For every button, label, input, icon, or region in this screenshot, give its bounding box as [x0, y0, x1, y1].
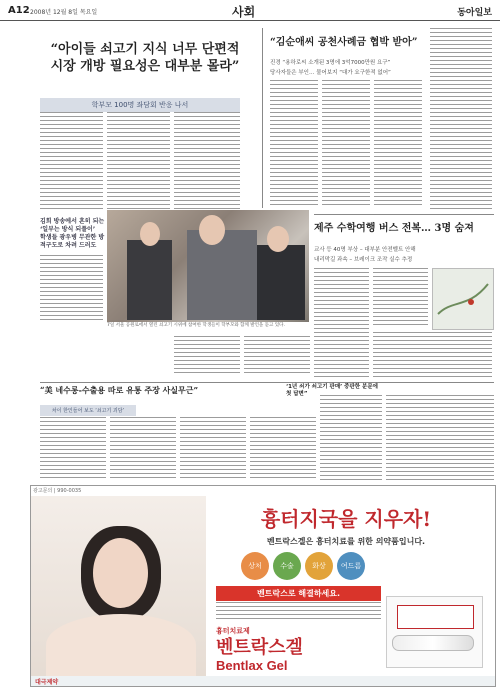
article3-headline: 제주 수학여행 버스 전복… 3명 숨져	[314, 223, 474, 234]
ad-brand-small: 흉터치료제	[216, 627, 250, 635]
date-line: 2008년 12월 8일 목요일	[30, 9, 98, 16]
ad-badges	[241, 552, 365, 580]
article1-body-col5	[174, 336, 240, 376]
article3-body-col3	[373, 332, 492, 377]
article2-body-col2	[322, 80, 370, 205]
ad-badge: 상처	[241, 552, 269, 580]
ad-product-box	[386, 596, 483, 668]
ad-maker: 대극제약	[35, 679, 59, 686]
article1-body-col3	[174, 112, 240, 212]
article1-subhead: 학부모 100명 좌담회 반응 나서	[40, 98, 240, 112]
article3-body-col1	[314, 268, 369, 378]
ad-brand-korean: 벤트락스겔	[216, 637, 303, 658]
route-map	[432, 268, 494, 330]
article4-side: ‘1년 쇠가 쇠고기 판매’ 중판한 분문에 첫 답변”	[286, 384, 378, 398]
ad-badge: 화상	[305, 552, 333, 580]
section-divider-2	[40, 382, 494, 383]
section-divider	[314, 214, 494, 215]
article2-sub1: 진경 “용하로씨 소개된 3명에 3억7000만원 요구”	[270, 60, 391, 66]
article4-body-col2	[110, 417, 176, 480]
article4-body-col6	[386, 395, 494, 480]
article1-body-col4	[40, 255, 103, 320]
article3-sub2: 내리막길 과속 – 브레이크 조작 실수 추정	[314, 257, 413, 263]
section-title: 사회	[232, 5, 256, 19]
ad-footer	[31, 676, 495, 686]
article1-body-col2	[107, 112, 170, 212]
ad-brand-english: Bentlax Gel	[216, 658, 288, 673]
advertisement	[30, 485, 496, 687]
article4-body-col5	[320, 395, 382, 480]
ad-headline: 흉터지국을 지우자!	[260, 507, 432, 531]
article4-body-col4	[250, 417, 316, 480]
column-divider	[262, 28, 263, 208]
page-number: A12	[8, 5, 30, 16]
article4-body-col3	[180, 417, 246, 480]
article4-subhead: 차이 한인들어 보도 ‘쇠고기 괴담’	[40, 405, 136, 416]
page-header	[0, 0, 500, 21]
article3-sub1: 교사 등 40명 부상 – 대부분 안전벨트 안해	[314, 247, 416, 253]
article2-headline: “김순애씨 공천사례금 협박 받아”	[270, 37, 418, 48]
article1-body-col6	[244, 336, 310, 376]
ad-label: 광고문의 | 990-0035	[33, 488, 82, 494]
article1-body-col1	[40, 112, 103, 212]
article1-subhead3: 학생들 광우병 무관한 방적구도로 차려 드러도	[40, 234, 105, 249]
article1-headline	[35, 42, 255, 76]
article1-headline-line1: “아이들 쇠고기 지식 너무 단편적	[50, 42, 240, 57]
article2-sub2: 당사자들은 부인… 물어보지 “대가 요구한적 없어”	[270, 70, 391, 76]
article1-subhead2: 김희 방송에서 흔히 되는 ‘일부는 방식 되풀이’	[40, 218, 105, 233]
ad-badge: 수술	[273, 552, 301, 580]
article3-body-col2	[373, 268, 428, 328]
article2-body-col4	[430, 28, 492, 210]
newspaper-name: 동아일보	[457, 8, 492, 18]
photo-caption: 7일 서울 공원로에서 열린 쇠고기 시위에 참여한 학생들이 학부모와 함께 발언을 듣고 있다.	[107, 323, 285, 328]
article4-headline: “美 네수롱-수출용 따로 유통 주장 사실무근”	[40, 385, 199, 395]
article2-body-col1	[270, 80, 318, 205]
ad-badge: 여드름	[337, 552, 365, 580]
article2-body-col3	[374, 80, 422, 205]
article1-headline-line2: 시장 개방 필요성은 대부분 몰라”	[50, 58, 240, 74]
ad-banner: 벤트락스로 해결하세요.	[216, 586, 381, 601]
ad-model-photo	[31, 496, 206, 676]
article4-body-col1	[40, 417, 106, 480]
ad-tagline: 벤트락스겔은 흉터치료를 위한 의약품입니다.	[266, 537, 426, 546]
news-photo	[107, 210, 309, 322]
ad-body-text	[216, 602, 381, 620]
